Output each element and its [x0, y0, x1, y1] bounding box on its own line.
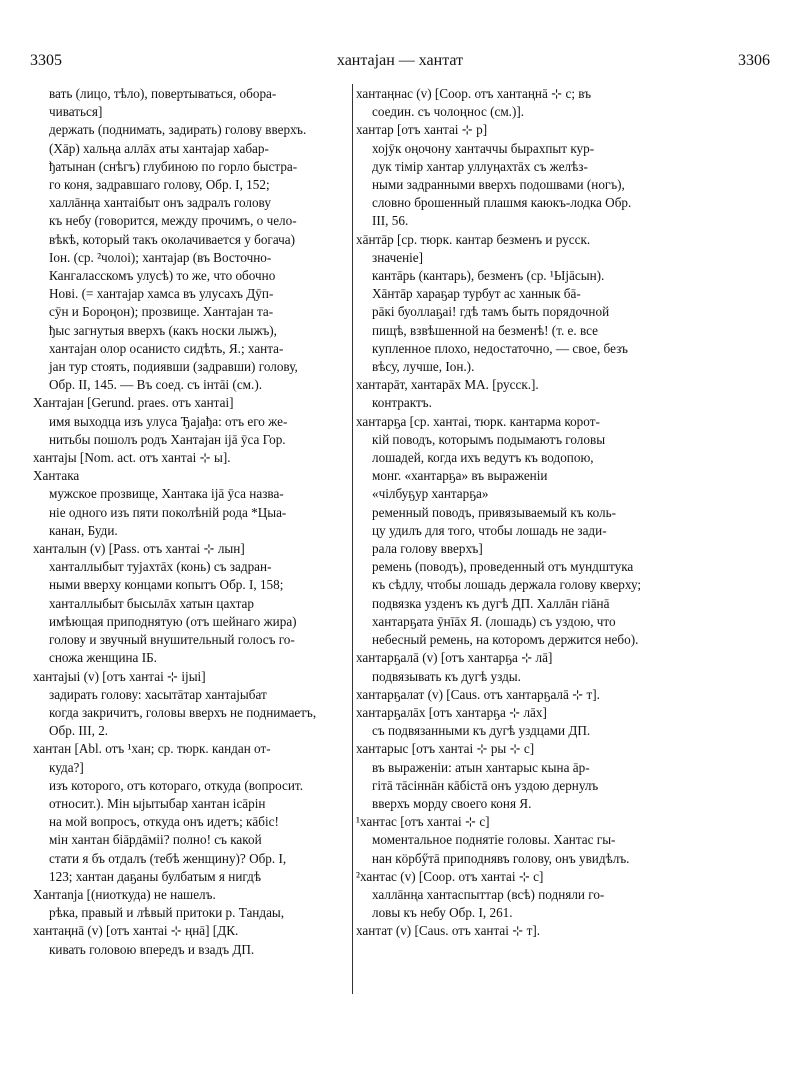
entry-headword-line: ²хантас (v) [Coop. отъ хантаі ⊹ с]	[356, 868, 544, 884]
entry-definition-line: небесный ремень, на которомъ держится небо).	[372, 632, 639, 648]
entry-definition-line: ловы къ небу Обр. I, 261.	[372, 905, 513, 921]
page-number-right: 3306	[738, 52, 770, 69]
entry-definition-line: хантарҕата ӯнīāх Я. (лошадь) съ уздою, что	[372, 613, 616, 629]
entry-definition-line: подвязка узденъ къ дугѣ ДП. Халлāн гіāнā	[372, 595, 610, 611]
entry-definition-line: ремень (поводъ), проведенный отъ мундштука	[372, 559, 634, 575]
entry-definition-line: Обр. III, 2.	[49, 723, 109, 739]
entry-definition-line: вать (лицо, тѣло), повертываться, обора-	[49, 86, 277, 101]
entry-definition-line: имѣющая приподнятую (отъ шейнаго жира)	[49, 613, 297, 629]
entry-headword-line: ременный поводъ, привязываемый къ коль-	[372, 504, 616, 520]
entry-definition-line: задирать голову: хасытāтар хантаjыбат	[49, 686, 267, 702]
entry-headword-line: ханталын (v) [Pass. отъ хантаі ⊹ лын]	[33, 541, 245, 557]
entry-definition-line: ными вверху концами копытъ Обр. I, 158;	[49, 577, 284, 593]
entry-definition-line: канан, Буди.	[49, 522, 118, 538]
dictionary-entry	[33, 886, 351, 922]
entry-definition-line: ђатынан (снѣгъ) глубиною по горло быстра-	[49, 158, 298, 174]
entry-definition-line: сножа женщина ІБ.	[49, 650, 157, 666]
entry-definition-line: чиваться]	[49, 104, 103, 120]
entry-headword-line: кій поводъ, которымъ подымаютъ головы	[372, 431, 606, 447]
entry-definition-line: 123; хантан даҕаны булбатым я нигдѣ	[49, 868, 262, 884]
entry-definition-line: Обр. II, 145. — Въ соед. съ інтāі (см.).	[49, 377, 263, 393]
dictionary-entry	[33, 740, 351, 886]
dictionary-entry	[33, 394, 351, 449]
entry-definition-line: ђыс загнутыя вверхъ (какъ носки лыжъ),	[49, 322, 277, 338]
entry-definition-line: мін хантан біāрдāміі? полно! съ какой	[49, 832, 262, 848]
entry-headword-line: Хантака	[33, 468, 80, 484]
entry-headword-line: лошадей, когда ихъ ведутъ къ водопою,	[372, 450, 594, 466]
entry-definition-line: хојӯк оңочону хантаччы бырахпыт кур-	[372, 140, 595, 156]
entry-definition-line: вѣкѣ, который такъ околачивается у богача)	[49, 231, 296, 247]
entry-definition-line: къ сѣдлу, чтобы лошадь держала голову кверху;	[372, 577, 642, 593]
entry-definition-line: кантāрь (кантарь), безменъ (ср. ¹Ыјāсын).	[372, 268, 605, 284]
entry-definition-line: относит.). Мін ыjытыбар хантан ісāрін	[49, 795, 266, 811]
dictionary-entry	[356, 686, 776, 704]
entry-definition-line: купленное плохо, недостаточно, — свое, безъ	[372, 340, 628, 356]
entry-headword-line: «чілбуҕур хантарҕа»	[372, 486, 489, 502]
entry-definition-line: рѣка, правый и лѣвый притоки р. Тандаы,	[49, 905, 285, 921]
entry-headword-line: хантаңнā (v) [отъ хантаі ⊹ ңнā] [ДК.	[33, 923, 239, 939]
entry-definition-line: нитьбы пошолъ родъ Хантаjан іjā ӯса Гор.	[49, 431, 286, 447]
page-header	[30, 52, 770, 74]
entry-definition-line: въ выраженіи: атын хантарыс кына āр-	[372, 759, 590, 775]
dictionary-entry	[33, 467, 351, 540]
entry-definition-line: го коня, задравшаго голову, Обр. I, 152;	[49, 177, 270, 193]
entry-definition-line: Іон. (ср. ²чолоі); хантаjар (въ Восточно-	[49, 249, 272, 265]
entry-headword-line: Хантаjан [Gerund. praes. отъ хантаі]	[33, 395, 234, 411]
page-number-left: 3305	[30, 52, 62, 69]
entry-headword-line: хантарāт, хантарāх МА. [русск.].	[356, 377, 539, 393]
entry-headword-line: хантарҕа [ср. хантаі, тюрк. кантарма корот-	[356, 413, 600, 429]
entry-definition-line: дук тімір хантар уллуңахтāх съ желѣз-	[372, 158, 588, 174]
entry-definition-line: ханталлыбыт туjахтāх (конь) съ задран-	[49, 559, 272, 575]
entry-headword-line: хантан [Abl. отъ ¹хан; ср. тюрк. кандан от-	[33, 741, 271, 757]
entry-headword-line: хантарҕалат (v) [Caus. отъ хантарҕалā ⊹ т].	[356, 686, 600, 702]
right-column	[356, 85, 776, 941]
dictionary-entry	[356, 231, 776, 377]
entry-definition-line: подвязывать къ дугѣ узды.	[372, 668, 521, 684]
dictionary-entry	[356, 121, 776, 230]
entry-definition-line: нан кӧрбӳтā приподнявъ голову, онъ увидѣлъ.	[372, 850, 630, 866]
entry-definition-line: сӯн и Бороңон); прозвище. Хантаjан та-	[49, 304, 274, 320]
entry-definition-line: Хāнтāр хараҕар турбут ас ханнык бā-	[372, 286, 581, 302]
entry-headword-line: хāнтāр [ср. тюрк. кантар безменъ и русск.	[356, 231, 591, 247]
entry-headword-line: хантарҕалā (v) [отъ хантарҕа ⊹ лā]	[356, 650, 553, 666]
entry-definition-line: къ небу (говорится, между прочимъ, о чело-	[49, 213, 297, 229]
entry-headword-line: монг. «хантарҕа» въ выраженіи	[372, 468, 548, 484]
entry-definition-line: гітā тāсіннāн кāбістā онъ уздою дернулъ	[372, 777, 599, 793]
entry-definition-line: хантаjан олор осанисто сидѣть, Я.; ханта-	[49, 340, 284, 356]
dictionary-entry	[356, 868, 776, 923]
dictionary-entry	[356, 704, 776, 740]
entry-headword-line: соедин. съ чолоңнос (см.)].	[372, 104, 525, 120]
entry-definition-line: ными задранными вверхъ подошвами (ногъ),	[372, 177, 625, 193]
entry-definition-line: контрактъ.	[372, 395, 432, 411]
dictionary-entry	[33, 449, 351, 467]
entry-definition-line: ханталлыбыт бысылāх хатын цахтар	[49, 595, 254, 611]
entry-headword-line: хантаjы [Nom. act. отъ хантаі ⊹ ы].	[33, 450, 231, 466]
entry-definition-line: на мой вопросъ, откуда онъ идетъ; кāбіс!	[49, 814, 279, 830]
dictionary-entry	[356, 922, 776, 940]
entry-definition-line: вѣсу, лучше, Іон.).	[372, 359, 475, 375]
entry-definition-line: кивать головою впередъ и взадъ ДП.	[49, 941, 255, 957]
running-title: хантаjан — хантат	[336, 52, 464, 69]
entry-definition-line: держать (поднимать, задирать) голову вверхъ.	[49, 122, 307, 138]
entry-definition-line: рāкі буоллаҕаі! гдѣ тамъ быть порядочной	[372, 304, 610, 320]
entry-definition-line: словно брошенный плашмя каюкъ-лодка Обр.	[372, 195, 632, 211]
entry-definition-line: jан тур стоять, подиявши (задравши) голову,	[49, 359, 298, 375]
entry-definition-line: вверхъ морду своего коня Я.	[372, 795, 532, 811]
dictionary-entry	[33, 668, 351, 741]
entry-definition-line: изъ которого, отъ котораго, откуда (вопросит.	[49, 777, 304, 793]
entry-definition-line: Кангаласскомъ улусѣ) то же, что обочно	[49, 268, 276, 284]
entry-definition-line: халлāнңа хантаспыттар (всѣ) подняли го-	[372, 886, 605, 902]
entry-definition-line: ніе одного изъ пяти поколѣній рода *Цыа-	[49, 504, 287, 520]
entry-headword-line: хантар [отъ хантаі ⊹ р]	[356, 122, 488, 138]
column-divider	[352, 84, 353, 994]
entry-headword-line: ¹хантас [отъ хантаі ⊹ с]	[356, 814, 490, 830]
entry-definition-line: Нові. (= хантаjар хамса въ улусахъ Дӯп-	[49, 286, 274, 302]
entry-headword-line: хантаjыі (v) [отъ хантаі ⊹ іјыі]	[33, 668, 206, 684]
entry-headword-line: хантарҕалāх [отъ хантарҕа ⊹ лāх]	[356, 704, 547, 720]
dictionary-entry	[356, 85, 776, 121]
entry-headword-line: цу удилъ для того, чтобы лошадь не зади-	[372, 522, 607, 538]
entry-definition-line: стати я бъ отдалъ (тебѣ женщину)? Обр. I,	[49, 850, 287, 866]
entry-headword-line: куда?]	[49, 759, 84, 775]
entry-headword-line: хантарыс [отъ хантаі ⊹ ры ⊹ с]	[356, 741, 535, 757]
entry-definition-line: когда закричитъ, головы вверхъ не поднимаетъ,	[49, 704, 317, 720]
entry-definition-line: мужское прозвище, Хантака іjā ӯса назва-	[49, 486, 284, 502]
dictionary-entry	[356, 376, 776, 412]
dictionary-entry	[356, 813, 776, 868]
dictionary-entry	[356, 740, 776, 813]
entry-headword-line: значеніе]	[372, 249, 424, 265]
dictionary-entry	[356, 413, 776, 650]
entry-definition-line: моментальное поднятіе головы. Хантас гы-	[372, 832, 616, 848]
entry-definition-line: имя выходца изъ улуса Ђаjађа: отъ его же-	[49, 413, 288, 429]
entry-definition-line: съ подвязанными къ дугѣ уздцами ДП.	[372, 723, 591, 739]
dictionary-entry	[33, 85, 351, 394]
entry-definition-line: III, 56.	[372, 213, 409, 229]
entry-definition-line: (Хāр) хальңа аллāх аты хантаjар хабар-	[49, 140, 269, 156]
dictionary-entry	[33, 922, 351, 958]
entry-definition-line: голову и звучный внушительный голосъ го-	[49, 632, 295, 648]
left-column	[33, 85, 351, 959]
entry-headword-line: хантаңнас (v) [Coop. отъ хантаңнā ⊹ с; въ	[356, 86, 592, 101]
dictionary-entry	[33, 540, 351, 667]
entry-headword-line: хантат (v) [Caus. отъ хантаі ⊹ т].	[356, 923, 541, 939]
entry-headword-line: Хантаnja [(ниоткуда) не нашелъ.	[33, 886, 216, 902]
entry-headword-line: рала голову вверхъ]	[372, 541, 483, 557]
entry-definition-line: пищѣ, взвѣшенной на безменѣ! (т. е. все	[372, 322, 599, 338]
entry-definition-line: халлāнңа хантаiбыт онъ задралъ голову	[49, 195, 271, 211]
dictionary-entry	[356, 649, 776, 685]
